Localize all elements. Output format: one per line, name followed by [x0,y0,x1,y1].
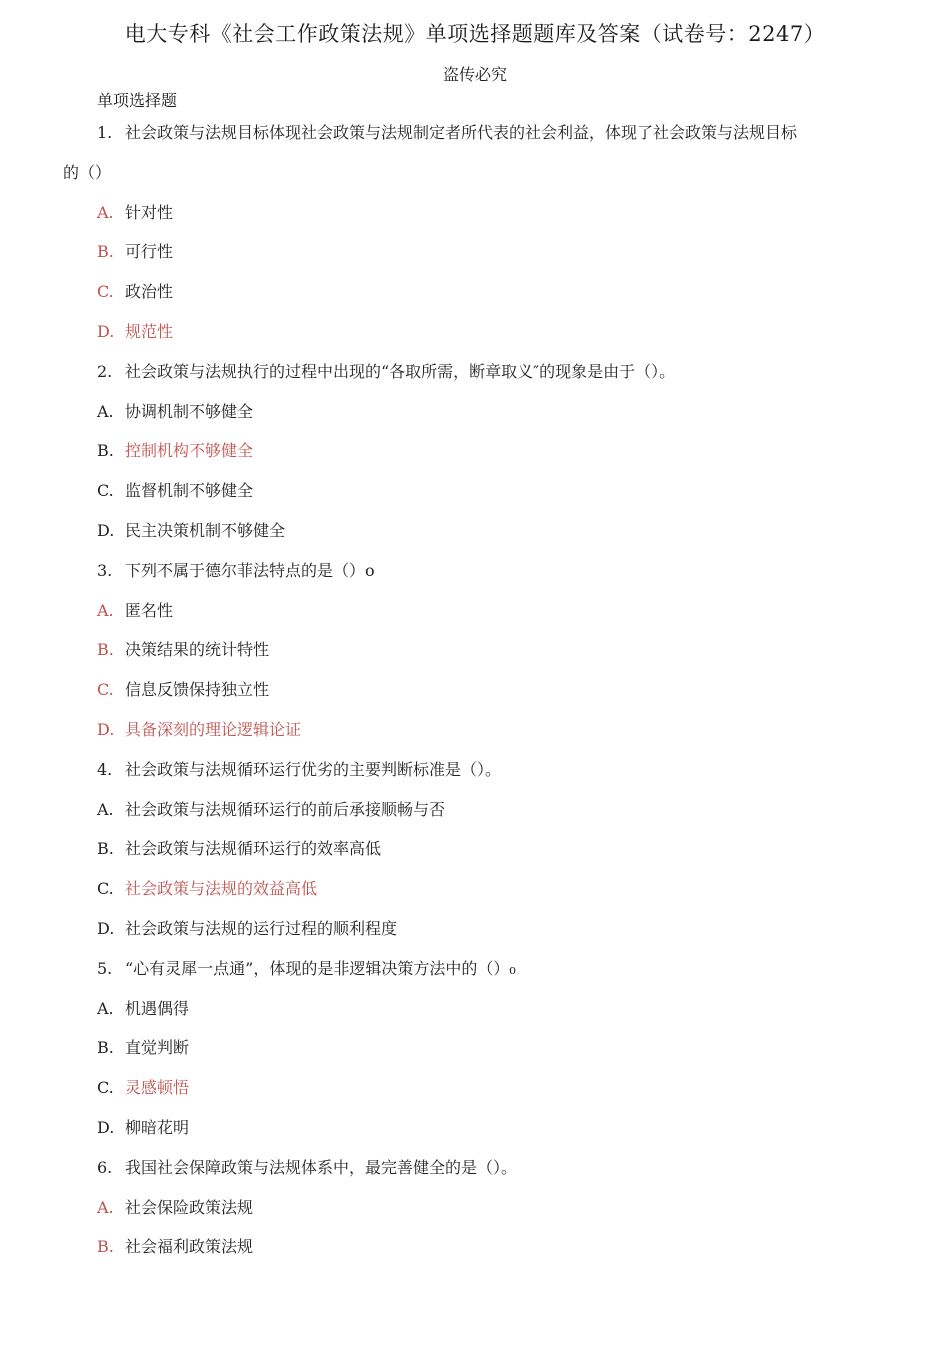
option-letter: D. [97,918,115,938]
option-text: 具备深刻的理论逻辑论证 [125,719,302,739]
option-5-c [0,1068,950,1108]
option-text: 可行性 [125,242,174,262]
option-letter: A. [97,600,114,620]
option-letter: B. [97,640,114,660]
question-list [0,113,950,1267]
option-text: 机遇偶得 [125,998,190,1018]
option-text: 社会福利政策法规 [125,1237,254,1257]
question-number: 5. [97,958,113,978]
question-6 [0,1148,950,1188]
option-5-d [0,1108,950,1148]
option-letter: A. [97,202,114,222]
question-number: 4. [97,759,113,779]
option-2-d [0,511,950,551]
option-1-d [0,312,950,352]
question-text-continued: 的（） [63,162,112,182]
question-number: 3. [97,560,113,580]
option-text: 社会政策与法规循环运行的前后承接顺畅与否 [125,799,446,819]
option-5-a [0,989,950,1029]
question-text: 社会政策与法规目标体现社会政策与法规制定者所代表的社会利益，体现了社会政策与法规目标 [125,123,798,142]
question-text: 我国社会保障政策与法规体系中，最完善健全的是（）。 [125,1157,518,1177]
option-letter: A. [97,401,114,421]
question-number: 2. [97,361,113,381]
option-text: 信息反馈保持独立性 [125,680,270,700]
option-text: 政治性 [125,282,174,302]
option-text: 针对性 [125,202,174,222]
question-text: 下列不属于德尔菲法特点的是（）o [125,560,375,580]
option-text: 监督机制不够健全 [125,481,254,501]
option-letter: B. [97,839,114,859]
option-letter: A. [97,799,114,819]
option-2-c [0,471,950,511]
option-letter: D. [97,1117,115,1137]
option-text: 控制机构不够健全 [125,441,254,461]
option-text: 社会政策与法规的运行过程的顺利程度 [125,918,398,938]
question-text: 社会政策与法规执行的过程中出现的“各取所需，断章取义″的现象是由于（）。 [125,361,676,381]
question-4 [0,750,950,790]
option-letter: C. [97,1078,114,1098]
option-6-a [0,1188,950,1228]
option-4-c [0,869,950,909]
option-5-b [0,1028,950,1068]
option-text: 直觉判断 [125,1038,190,1058]
option-3-d [0,710,950,750]
option-3-c [0,670,950,710]
option-4-d [0,909,950,949]
option-letter: D. [97,719,115,739]
option-3-a [0,591,950,631]
option-letter: A. [97,998,114,1018]
question-number: 1. [97,123,113,142]
option-2-b [0,431,950,471]
option-letter: C. [97,282,114,302]
option-2-a [0,392,950,432]
option-letter: A. [97,1197,114,1217]
option-letter: B. [97,242,114,262]
option-letter: D. [97,321,115,341]
question-number: 6. [97,1157,113,1177]
option-text: 柳暗花明 [125,1117,190,1137]
option-text: 民主决策机制不够健全 [125,520,286,540]
option-1-a [0,193,950,233]
option-6-b [0,1227,950,1267]
question-5 [0,949,950,989]
option-4-b [0,829,950,869]
option-text: 社会保险政策法规 [125,1197,254,1217]
option-letter: B. [97,1038,114,1058]
option-text: 匿名性 [125,600,174,620]
option-letter: C. [97,879,114,899]
question-text: 社会政策与法规循环运行优劣的主要判断标准是（）。 [125,759,502,779]
option-1-b [0,232,950,272]
section-heading: 单项选择题 [97,91,178,110]
option-letter: B. [97,441,114,461]
option-text: 灵感顿悟 [125,1078,190,1098]
option-text: 协调机制不够健全 [125,401,254,421]
option-letter: B. [97,1237,114,1257]
question-2 [0,352,950,392]
option-4-a [0,790,950,830]
question-3 [0,551,950,591]
option-1-c [0,272,950,312]
option-letter: D. [97,520,115,540]
option-letter: C. [97,481,114,501]
question-1 [0,113,950,153]
document-subtitle: 盗传必究 [442,65,507,84]
question-text: “心有灵犀一点通”，体现的是非逻辑决策方法中的（）₀ [125,958,516,978]
option-text: 社会政策与法规的效益高低 [125,879,318,899]
option-text: 规范性 [125,321,174,341]
option-text: 决策结果的统计特性 [125,640,270,660]
option-text: 社会政策与法规循环运行的效率高低 [125,839,382,859]
option-3-b [0,630,950,670]
document-title: 电大专科《社会工作政策法规》单项选择题题库及答案（试卷号：2247） [124,22,826,46]
option-letter: C. [97,680,114,700]
